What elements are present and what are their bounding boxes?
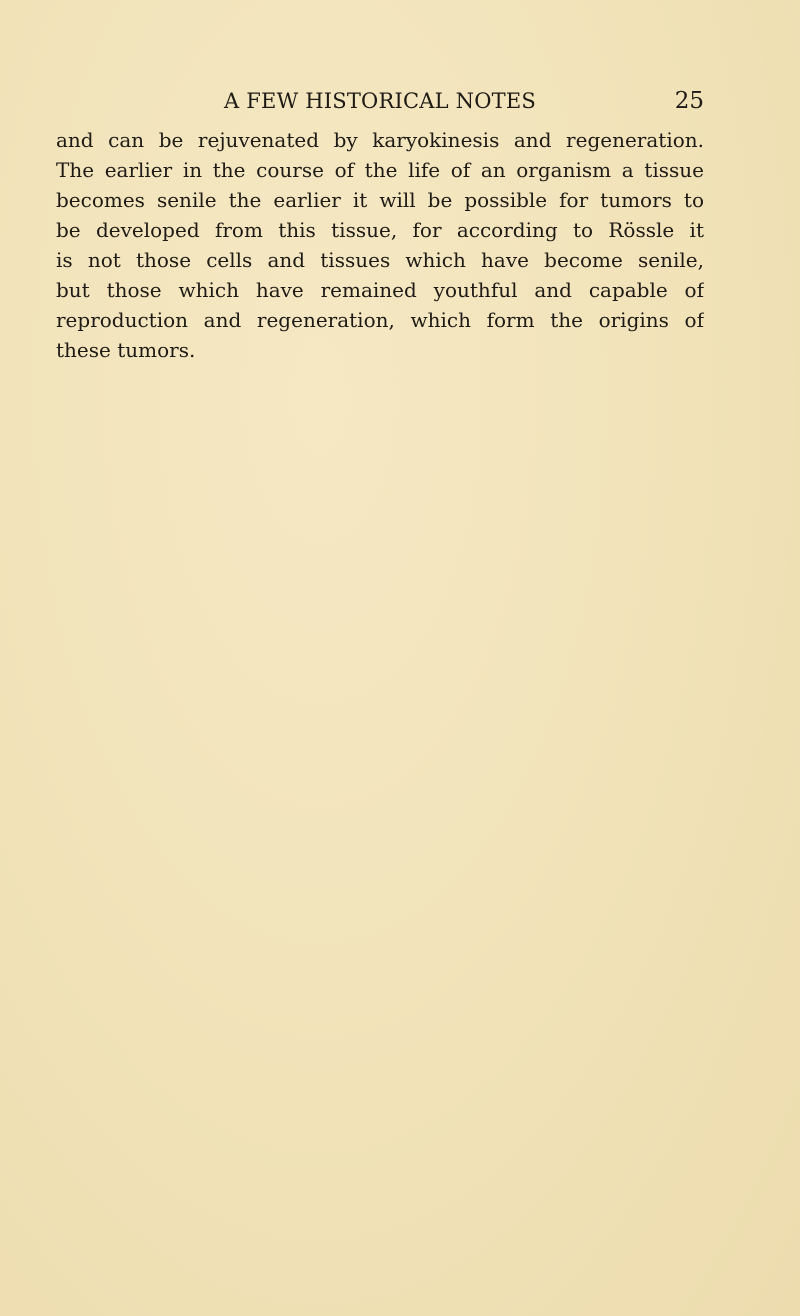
text-line: reproduction and regeneration, which form the origins of xyxy=(56,308,704,332)
text-line: be developed from this tissue, for according to Rössle it xyxy=(56,218,704,242)
text-line: but those which have remained youthful and capable of xyxy=(56,278,704,302)
book-page xyxy=(56,86,704,365)
text-line: is not those cells and tissues which have become senile, xyxy=(56,248,704,272)
body-paragraph xyxy=(56,125,704,365)
text-line: The earlier in the course of the life of an organism a tissue xyxy=(56,158,704,182)
text-line: and can be rejuvenated by karyokinesis and regeneration. xyxy=(56,128,704,152)
text-line: becomes senile the earlier it will be possible for tumors to xyxy=(56,188,704,212)
running-title: A FEW HISTORICAL NOTES xyxy=(224,89,536,113)
text-line: these tumors. xyxy=(56,338,196,362)
running-head xyxy=(56,86,704,120)
page-number: 25 xyxy=(674,88,704,114)
